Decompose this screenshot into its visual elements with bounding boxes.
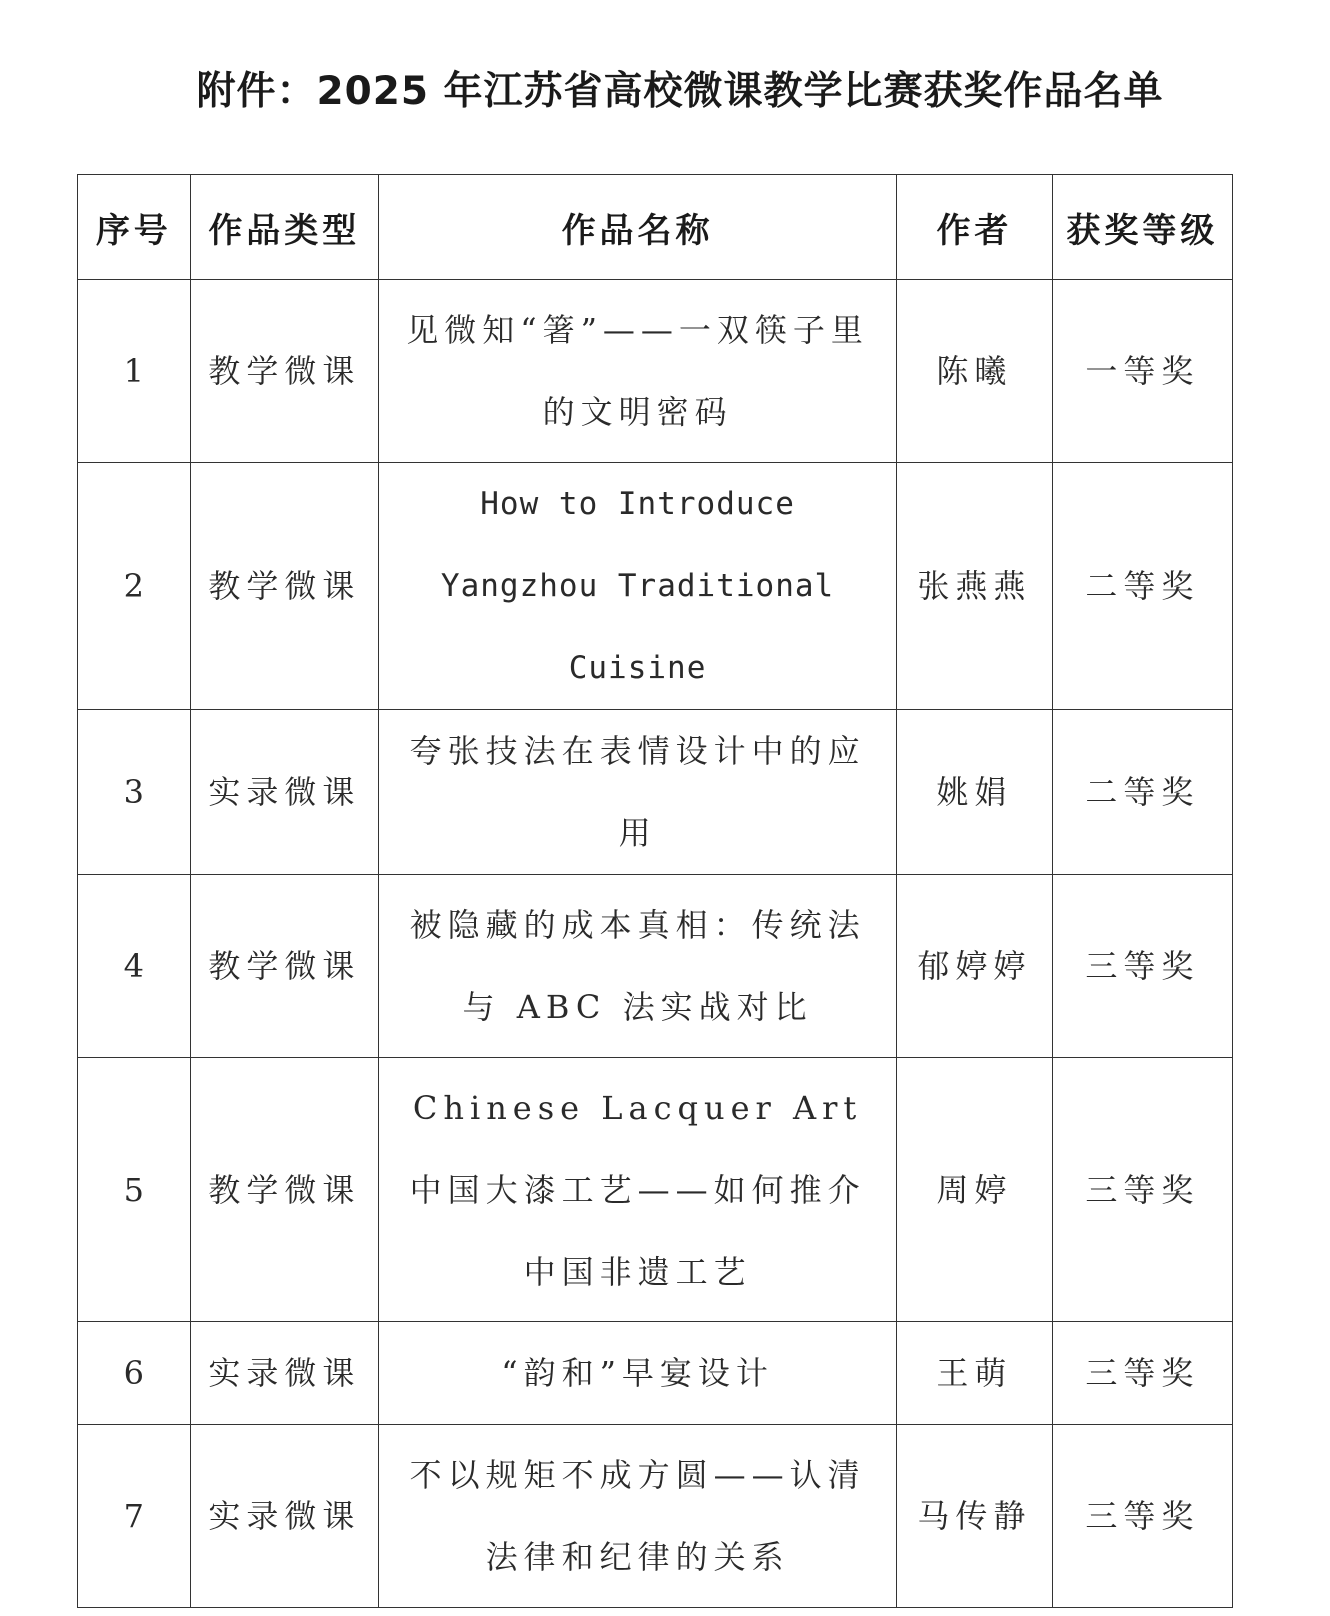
- row-name-text: 被隐藏的成本真相：传统法与 ABC 法实战对比: [409, 906, 866, 1026]
- row-type: 教学微课: [190, 875, 378, 1058]
- row-author: 王萌: [897, 1322, 1053, 1425]
- table-row: [78, 280, 1233, 463]
- row-type: 实录微课: [190, 1425, 378, 1608]
- document-title: 附件：2025 年江苏省高校微课教学比赛获奖作品名单: [196, 69, 1164, 114]
- header-level: 获奖等级: [1052, 175, 1232, 280]
- row-index: 6: [78, 1322, 191, 1425]
- header-index: 序号: [78, 175, 191, 280]
- row-level: 三等奖: [1052, 1425, 1232, 1608]
- row-index: 7: [78, 1425, 191, 1608]
- row-level: 一等奖: [1052, 280, 1232, 463]
- row-name-text: Chinese Lacquer Art 中国大漆工艺——如何推介中国非遗工艺: [409, 1088, 866, 1291]
- header-author: 作者: [897, 175, 1053, 280]
- row-index: 2: [78, 463, 191, 710]
- row-name: [379, 463, 897, 710]
- row-name-text: “韵和”早宴设计: [501, 1354, 774, 1392]
- row-type: 教学微课: [190, 1058, 378, 1322]
- table-row: [78, 875, 1233, 1058]
- row-index: 1: [78, 280, 191, 463]
- awards-table: [77, 174, 1233, 1608]
- row-author: 马传静: [897, 1425, 1053, 1608]
- row-name: [379, 1058, 897, 1322]
- row-type: 实录微课: [190, 1322, 378, 1425]
- row-index: 3: [78, 710, 191, 875]
- row-name: [379, 875, 897, 1058]
- row-author: 陈曦: [897, 280, 1053, 463]
- row-index: 4: [78, 875, 191, 1058]
- header-type: 作品类型: [190, 175, 378, 280]
- row-type: 教学微课: [190, 280, 378, 463]
- row-name: [379, 280, 897, 463]
- row-type: 实录微课: [190, 710, 378, 875]
- row-author: 郁婷婷: [897, 875, 1053, 1058]
- table-row: [78, 1322, 1233, 1425]
- row-level: 三等奖: [1052, 1058, 1232, 1322]
- row-name-text: 夸张技法在表情设计中的应用: [409, 732, 866, 852]
- row-name-text: 见微知“箸”——一双筷子里的文明密码: [406, 311, 869, 431]
- table-row: [78, 1058, 1233, 1322]
- row-name-text: 不以规矩不成方圆——认清法律和纪律的关系: [409, 1456, 866, 1576]
- header-name: 作品名称: [379, 175, 897, 280]
- row-index: 5: [78, 1058, 191, 1322]
- row-level: 二等奖: [1052, 463, 1232, 710]
- row-name-text: How to Introduce Yangzhou Traditional Cuisine: [440, 486, 835, 686]
- row-type: 教学微课: [190, 463, 378, 710]
- row-author: 周婷: [897, 1058, 1053, 1322]
- row-author: 张燕燕: [897, 463, 1053, 710]
- row-level: 三等奖: [1052, 875, 1232, 1058]
- row-author: 姚娟: [897, 710, 1053, 875]
- row-name: [379, 1425, 897, 1608]
- row-name: [379, 710, 897, 875]
- table-row: [78, 710, 1233, 875]
- table-header-row: [78, 175, 1233, 280]
- row-level: 三等奖: [1052, 1322, 1232, 1425]
- row-name: [379, 1322, 897, 1425]
- table-row: [78, 1425, 1233, 1608]
- row-level: 二等奖: [1052, 710, 1232, 875]
- table-row: [78, 463, 1233, 710]
